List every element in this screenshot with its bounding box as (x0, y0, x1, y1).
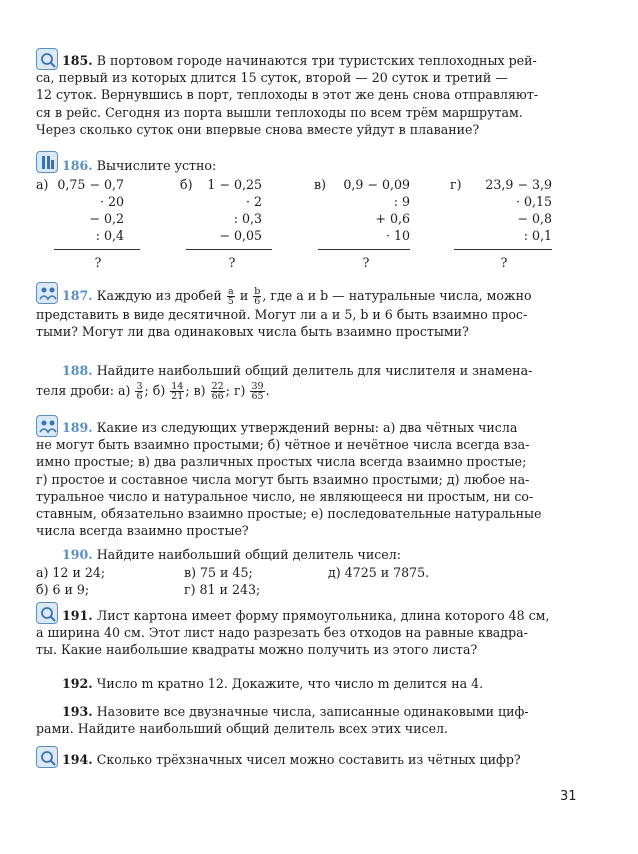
problem-186-title: 186. Вычислите устно: (62, 158, 217, 173)
fraction: $\frac{3}{6}$ (136, 381, 143, 403)
problem-185: 185. В портовом городе начинаются три туристских теплоходных рей- са, первый из которых длится 15 суток, второй — 20 суток и третий — 12 суток. Вернувшись в порт, теплоходы в этот же день снова отправляют- ся в рейс. Сегодня из порта вышли теплоходы по всем трём маршрутам. Через сколько суток они впервые снова вместе уйдут в плавание? (36, 53, 539, 137)
problem-194: 194. Сколько трёхзначных чисел можно составить из чётных цифр? (62, 752, 521, 767)
problem-188: 188. Найдите наибольший общий делитель для числителя и знамена- теля дроби: а) $\frac{3}{6}$ ; б) $\frac{14}{21}$ ; в) $\frac{22}{66}$ ; г) $\frac{39}{65}$ . (36, 363, 533, 403)
problem-number: 187. (62, 288, 93, 303)
problem-number: 189. (62, 420, 93, 435)
problem-number: 186. (62, 158, 93, 173)
problem-191: 191. Лист картона имеет форму прямоугольника, длина которого 48 см, а ширина 40 см. Этот лист надо разрезать без отходов на равные квадра- ты. Какие наибольшие квадраты можно получить из этого листа? (36, 608, 550, 658)
problem-number: 192. (62, 676, 93, 691)
mental-calc-columns: а) 0,75 − 0,7 · 20 − 0,2 : 0,4 ? б) 1 − 0,25 · 2 : 0,3 − 0,05 ? в) 0,9 − 0,09 : 9 + 0,6 · 10 ? г) 23,9 − 3,9 · 0,15 − 0,8 : 0,1 ? (36, 177, 552, 270)
problem-192: 192. Число m кратно 12. Докажите, что число m делится на 4. (62, 676, 484, 691)
problem-number: 191. (62, 608, 93, 623)
problem-187: 187. Каждую из дробей $\frac{a}{5}$ и $\frac{b}{6}$ , где a и b — натуральные числа, можно представить в виде десятичной. Могут ли a и 5, b и 6 быть взаимно прос- тыми? Могут ли два одинаковых числа быть взаимно простыми? (36, 286, 532, 340)
problem-number: 193. (62, 704, 93, 719)
problem-190: 190. Найдите наибольший общий делитель чисел: (62, 547, 401, 562)
problem-190-items: а) 12 и 24; в) 75 и 45; д) 4725 и 7875. б) 6 и 9; г) 81 и 243; (36, 565, 430, 597)
page-number: 31 (560, 789, 577, 804)
fraction: $\frac{14}{21}$ (171, 381, 184, 403)
problem-number: 188. (62, 363, 93, 378)
problem-189: 189. Какие из следующих утверждений верны: а) два чётных числа не могут быть взаимно простыми; б) чётное и нечётное числа всегда вза- имно простые; в) два различных простых числа всегда взаимно простые; г) простое и составное числа могут быть взаимно простыми; д) любое на- туральное число и натуральное число, не являющееся ни простым, ни со- ставным, обязательно взаимно простые; е) последовательные натуральные числа всегда взаимно простые? (36, 420, 542, 539)
fraction: $\frac{39}{65}$ (251, 381, 264, 403)
problem-193: 193. Назовите все двузначные числа, записанные одинаковыми циф- рами. Найдите наибольший общий делитель всех этих чисел. (36, 704, 529, 737)
fraction: $\frac{b}{6}$ (254, 286, 261, 307)
problem-number: 190. (62, 547, 93, 562)
problem-number: 194. (62, 752, 93, 767)
fraction: $\frac{22}{66}$ (211, 381, 224, 403)
problem-number: 185. (62, 53, 93, 68)
fraction: $\frac{a}{5}$ (227, 286, 234, 307)
